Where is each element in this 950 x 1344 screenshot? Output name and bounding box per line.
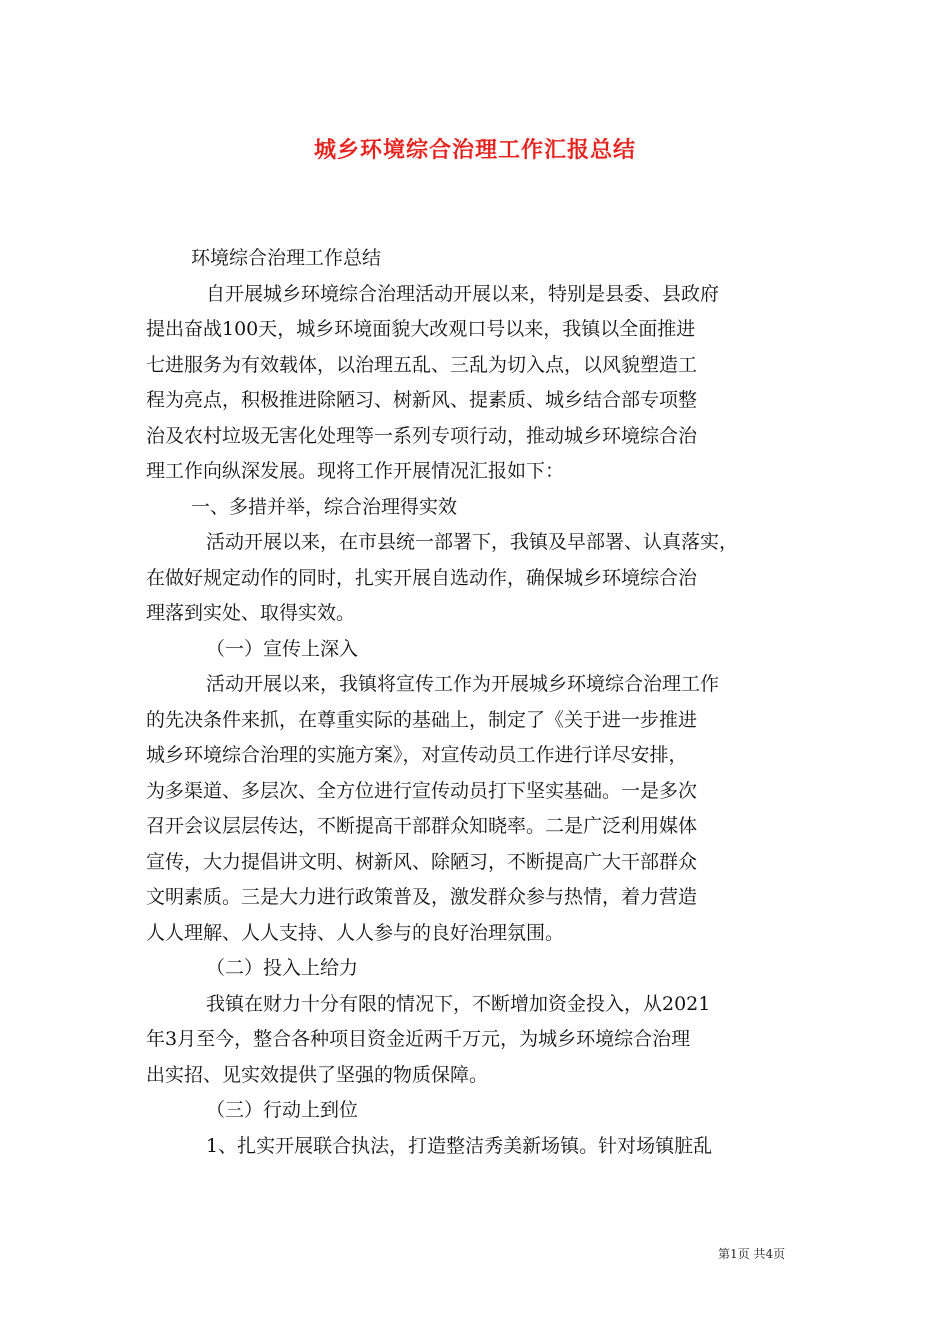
paragraph-line: 理落到实处、取得实效。 xyxy=(146,602,356,624)
paragraph-line: 程为亮点，积极推进除陋习、树新风、提素质、城乡结合部专项整 xyxy=(146,389,698,411)
paragraph-line: 召开会议层层传达，不断提高干部群众知晓率。二是广泛利用媒体 xyxy=(146,815,698,837)
document-title: 城乡环境综合治理工作汇报总结 xyxy=(313,138,636,163)
subsection-heading: （一）宣传上深入 xyxy=(206,637,359,660)
paragraph-line: 环境综合治理工作总结 xyxy=(191,247,382,269)
paragraph-line: 活动开展以来，我镇将宣传工作为开展城乡环境综合治理工作 xyxy=(206,673,720,695)
paragraph-line: 1、扎实开展联合执法，打造整洁秀美新场镇。针对场镇脏乱 xyxy=(206,1134,713,1157)
paragraph-line: 的先决条件来抓，在尊重实际的基础上，制定了《关于进一步推进 xyxy=(146,708,698,731)
paragraph-line: 自开展城乡环境综合治理活动开展以来，特别是县委、县政府 xyxy=(206,282,720,305)
paragraph-line: 理工作向纵深发展。现将工作开展情况汇报如下： xyxy=(146,460,565,482)
paragraph-line: 我镇在财力十分有限的情况下，不断增加资金投入，从2021 xyxy=(206,992,711,1015)
document-body xyxy=(146,241,810,1164)
page-number: 第1页 共4页 xyxy=(718,1247,786,1261)
paragraph-line: 人人理解、人人支持、人人参与的良好治理氛围。 xyxy=(146,921,565,944)
paragraph-line: 活动开展以来，在市县统一部署下，我镇及早部署、认真落实， xyxy=(206,531,739,553)
paragraph-line: 治及农村垃圾无害化处理等一系列专项行动，推动城乡环境综合治 xyxy=(146,424,698,447)
paragraph-line: 城乡环境综合治理的实施方案》，对宣传动员工作进行详尽安排， xyxy=(146,744,688,766)
subsection-heading: （三）行动上到位 xyxy=(206,1099,359,1121)
paragraph-line: 年3月至今，整合各种项目资金近两千万元，为城乡环境综合治理 xyxy=(146,1028,691,1050)
paragraph-line: 七进服务为有效载体，以治理五乱、三乱为切入点，以风貌塑造工 xyxy=(146,353,698,376)
section-heading: 一、多措并举，综合治理得实效 xyxy=(191,495,458,518)
paragraph-line: 出实招、见实效提供了坚强的物质保障。 xyxy=(146,1063,489,1086)
paragraph-line: 在做好规定动作的同时，扎实开展自选动作，确保城乡环境综合治 xyxy=(146,566,698,589)
paragraph-line: 为多渠道、多层次、全方位进行宣传动员打下坚实基础。一是多次 xyxy=(146,779,698,802)
paragraph-line: 文明素质。三是大力进行政策普及，激发群众参与热情，着力营造 xyxy=(146,886,698,908)
subsection-heading: （二）投入上给力 xyxy=(206,957,359,979)
paragraph-line: 提出奋战100天，城乡环境面貌大改观口号以来，我镇以全面推进 xyxy=(146,318,696,340)
paragraph-line: 宣传，大力提倡讲文明、树新风、除陋习，不断提高广大干部群众 xyxy=(146,850,698,873)
